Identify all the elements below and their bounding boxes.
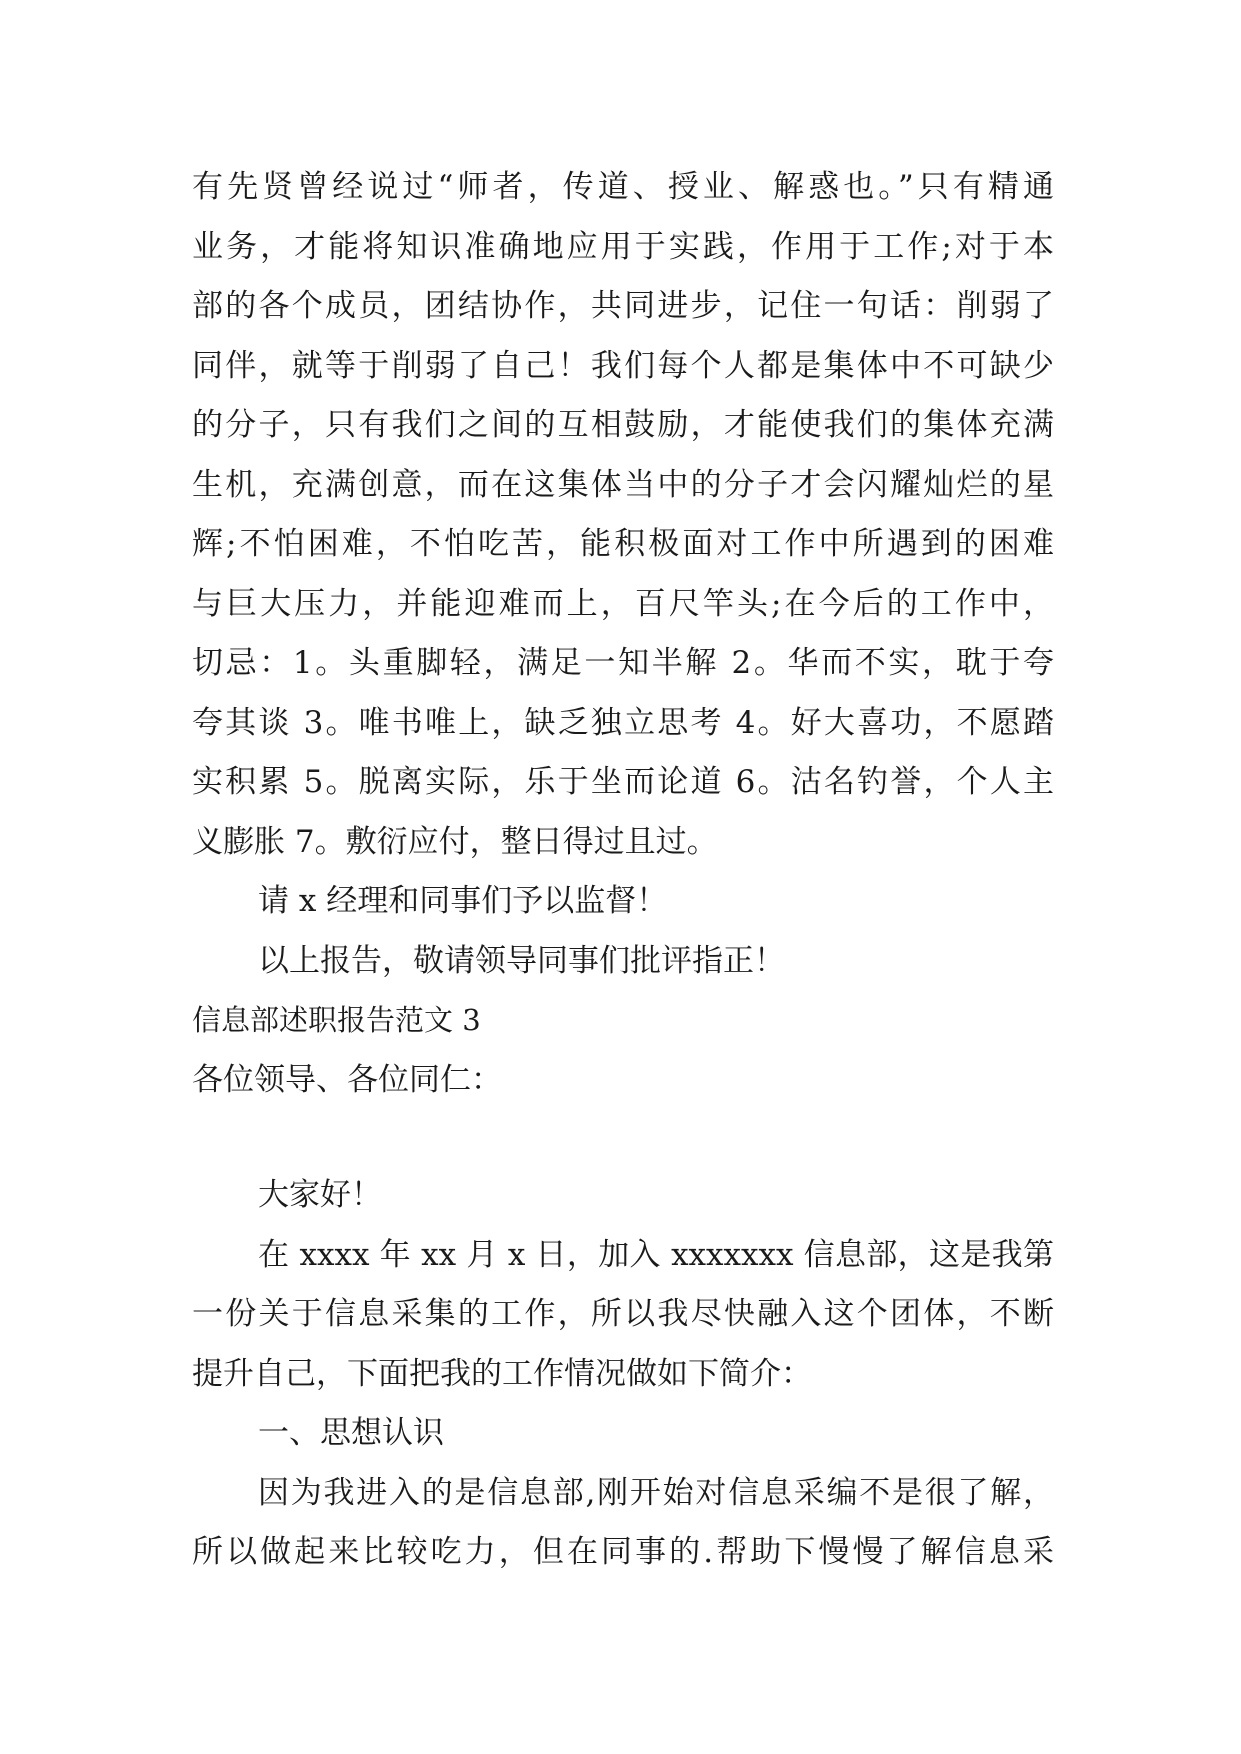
text-line: 的分子，只有我们之间的互相鼓励，才能使我们的集体充满	[192, 407, 1054, 443]
section-title: 信息部述职报告范文 3	[192, 1003, 481, 1037]
text-line: 提升自己，下面把我的工作情况做如下简介：	[192, 1355, 812, 1392]
document-body	[192, 158, 1054, 1583]
text-line: 同伴，就等于削弱了自己！我们每个人都是集体中不可缺少	[192, 347, 1054, 384]
text-line: 与巨大压力，并能迎难而上，百尺竿头;在今后的工作中，	[192, 585, 1054, 622]
text-line: 夸其谈 3。唯书唯上，缺乏独立思考 4。好大喜功，不愿踏	[192, 704, 1054, 741]
text-line: 部的各个成员，团结协作，共同进步，记住一句话：削弱了	[192, 288, 1054, 324]
blank-spacer	[192, 1110, 1054, 1166]
section-heading: 一、思想认识	[258, 1415, 444, 1451]
closing-remark: 以上报告，敬请领导同事们批评指正！	[258, 942, 785, 979]
text-line: 因为我进入的是信息部,刚开始对信息采编不是很了解，	[258, 1474, 1054, 1511]
text-line: 一份关于信息采集的工作，所以我尽快融入这个团体，不断	[192, 1296, 1054, 1332]
text-line: 所以做起来比较吃力，但在同事的.帮助下慢慢了解信息采	[192, 1534, 1054, 1570]
greeting: 大家好！	[258, 1177, 382, 1213]
paragraph-intro	[192, 1226, 1054, 1405]
text-line: 生机，充满创意，而在这集体当中的分子才会闪耀灿烂的星	[192, 466, 1054, 503]
supervision-request: 请 x 经理和同事们予以监督！	[258, 883, 668, 919]
text-line: 实积累 5。脱离实际，乐于坐而论道 6。沽名钓誉，个人主	[192, 764, 1054, 800]
text-line: 辉;不怕困难，不怕吃苦，能积极面对工作中所遇到的困难	[192, 526, 1054, 562]
text-line: 在 xxxx 年 xx 月 x 日，加入 xxxxxxx 信息部，这是我第	[258, 1236, 1054, 1273]
text-line: 业务，才能将知识准确地应用于实践，作用于工作;对于本	[192, 228, 1054, 265]
text-line: 切忌：1。头重脚轻，满足一知半解 2。华而不实，耽于夸	[192, 645, 1054, 681]
salutation: 各位领导、各位同仁：	[192, 1061, 502, 1098]
text-line: 义膨胀 7。敷衍应付，整日得过且过。	[192, 823, 718, 860]
paragraph-thought	[192, 1464, 1054, 1583]
text-line: 有先贤曾经说过“师者，传道、授业、解惑也。”只有精通	[192, 169, 1054, 205]
paragraph-conduct	[192, 158, 1054, 872]
